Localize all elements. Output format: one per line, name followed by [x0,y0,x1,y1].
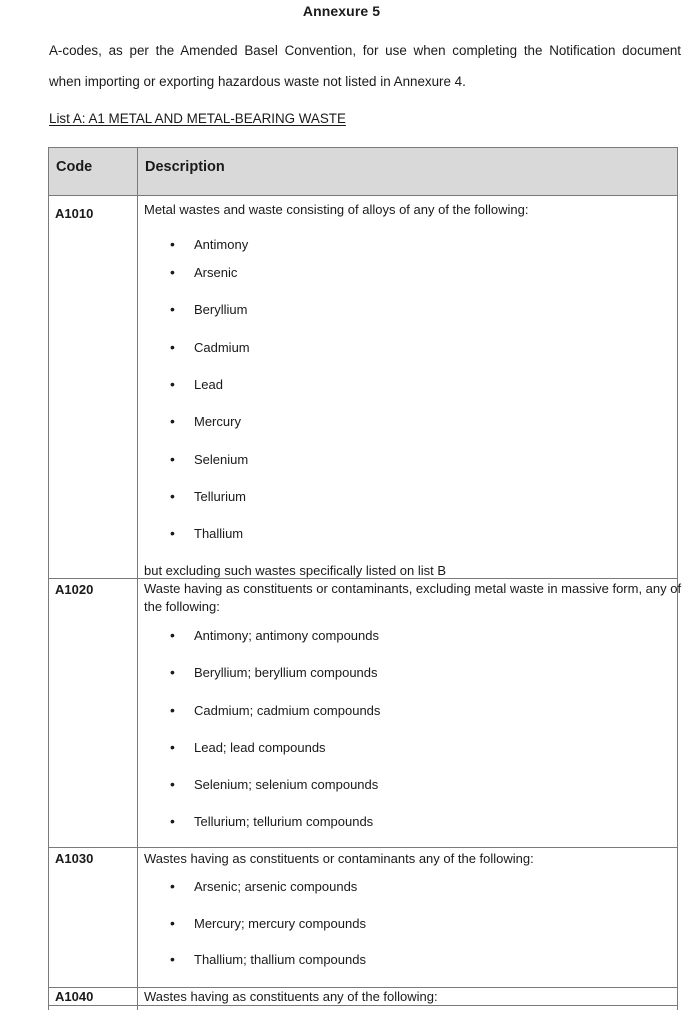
table-header-divider [48,195,678,196]
list-item: • Mercury [170,413,241,429]
row-description-intro: Waste having as constituents or contaminants, excluding metal waste in massive form, any of [144,581,682,596]
column-header-code: Code [56,159,93,175]
bullet-icon: • [170,776,175,792]
list-item: • Antimony; antimony compounds [170,627,379,643]
row-code: A1010 [55,206,94,221]
table-border-left [48,147,49,1010]
list-item: • Selenium [170,451,249,467]
table-row-divider [48,847,678,848]
row-description-footer: but excluding such wastes specifically listed on list B [144,563,447,578]
table-border-right [677,147,678,1010]
bullet-icon: • [170,664,175,680]
column-header-description: Description [145,159,225,175]
list-item: • Lead; lead compounds [170,739,326,755]
list-item: • Arsenic; arsenic compounds [170,878,358,894]
row-code: A1030 [55,851,94,866]
row-description-intro: Metal wastes and waste consisting of alloys of any of the following: [144,202,529,217]
list-item: • Arsenic [170,264,238,280]
table-column-divider [137,147,138,1010]
bullet-icon: • [170,413,175,429]
bullet-icon: • [170,739,175,755]
bullet-icon: • [170,627,175,643]
bullet-icon: • [170,813,175,829]
bullet-icon: • [170,702,175,718]
list-item: • Mercury; mercury compounds [170,915,366,931]
row-description-intro: Wastes having as constituents or contaminants any of the following: [144,851,534,866]
row-code: A1020 [55,582,94,597]
intro-text-line-1: A-codes, as per the Amended Basel Convention, for use when completing the Notification document [49,43,681,58]
bullet-icon: • [170,525,175,541]
bullet-icon: • [170,915,175,931]
bullet-icon: • [170,339,175,355]
list-item: • Cadmium [170,339,250,355]
bullet-icon: • [170,451,175,467]
list-item: • Thallium; thallium compounds [170,951,366,967]
bullet-icon: • [170,951,175,967]
bullet-icon: • [170,878,175,894]
list-item: • Beryllium; beryllium compounds [170,664,378,680]
list-item: • Tellurium [170,488,247,504]
list-item: • Tellurium; tellurium compounds [170,813,374,829]
list-item: • Lead [170,376,223,392]
table-border-top [48,147,678,148]
bullet-icon: • [170,376,175,392]
list-item: • Cadmium; cadmium compounds [170,702,381,718]
list-item: • Beryllium [170,301,248,317]
row-description-intro-continued: the following: [144,599,220,614]
bullet-icon: • [170,488,175,504]
table-header-background [49,148,677,195]
bullet-icon: • [170,264,175,280]
page-title: Annexure 5 [302,3,381,19]
row-code: A1040 [55,989,94,1004]
bullet-icon: • [170,236,175,252]
list-item: • Thallium [170,525,244,541]
list-item: • Selenium; selenium compounds [170,776,379,792]
list-item: • Antimony [170,236,249,252]
bullet-icon: • [170,301,175,317]
row-description-intro: Wastes having as constituents any of the following: [144,989,438,1004]
intro-text-line-2: when importing or exporting hazardous waste not listed in Annexure 4. [49,74,466,89]
a-codes-table [48,147,682,1011]
list-heading: List A: A1 METAL AND METAL-BEARING WASTE [49,111,346,126]
table-row-divider [48,1005,678,1006]
